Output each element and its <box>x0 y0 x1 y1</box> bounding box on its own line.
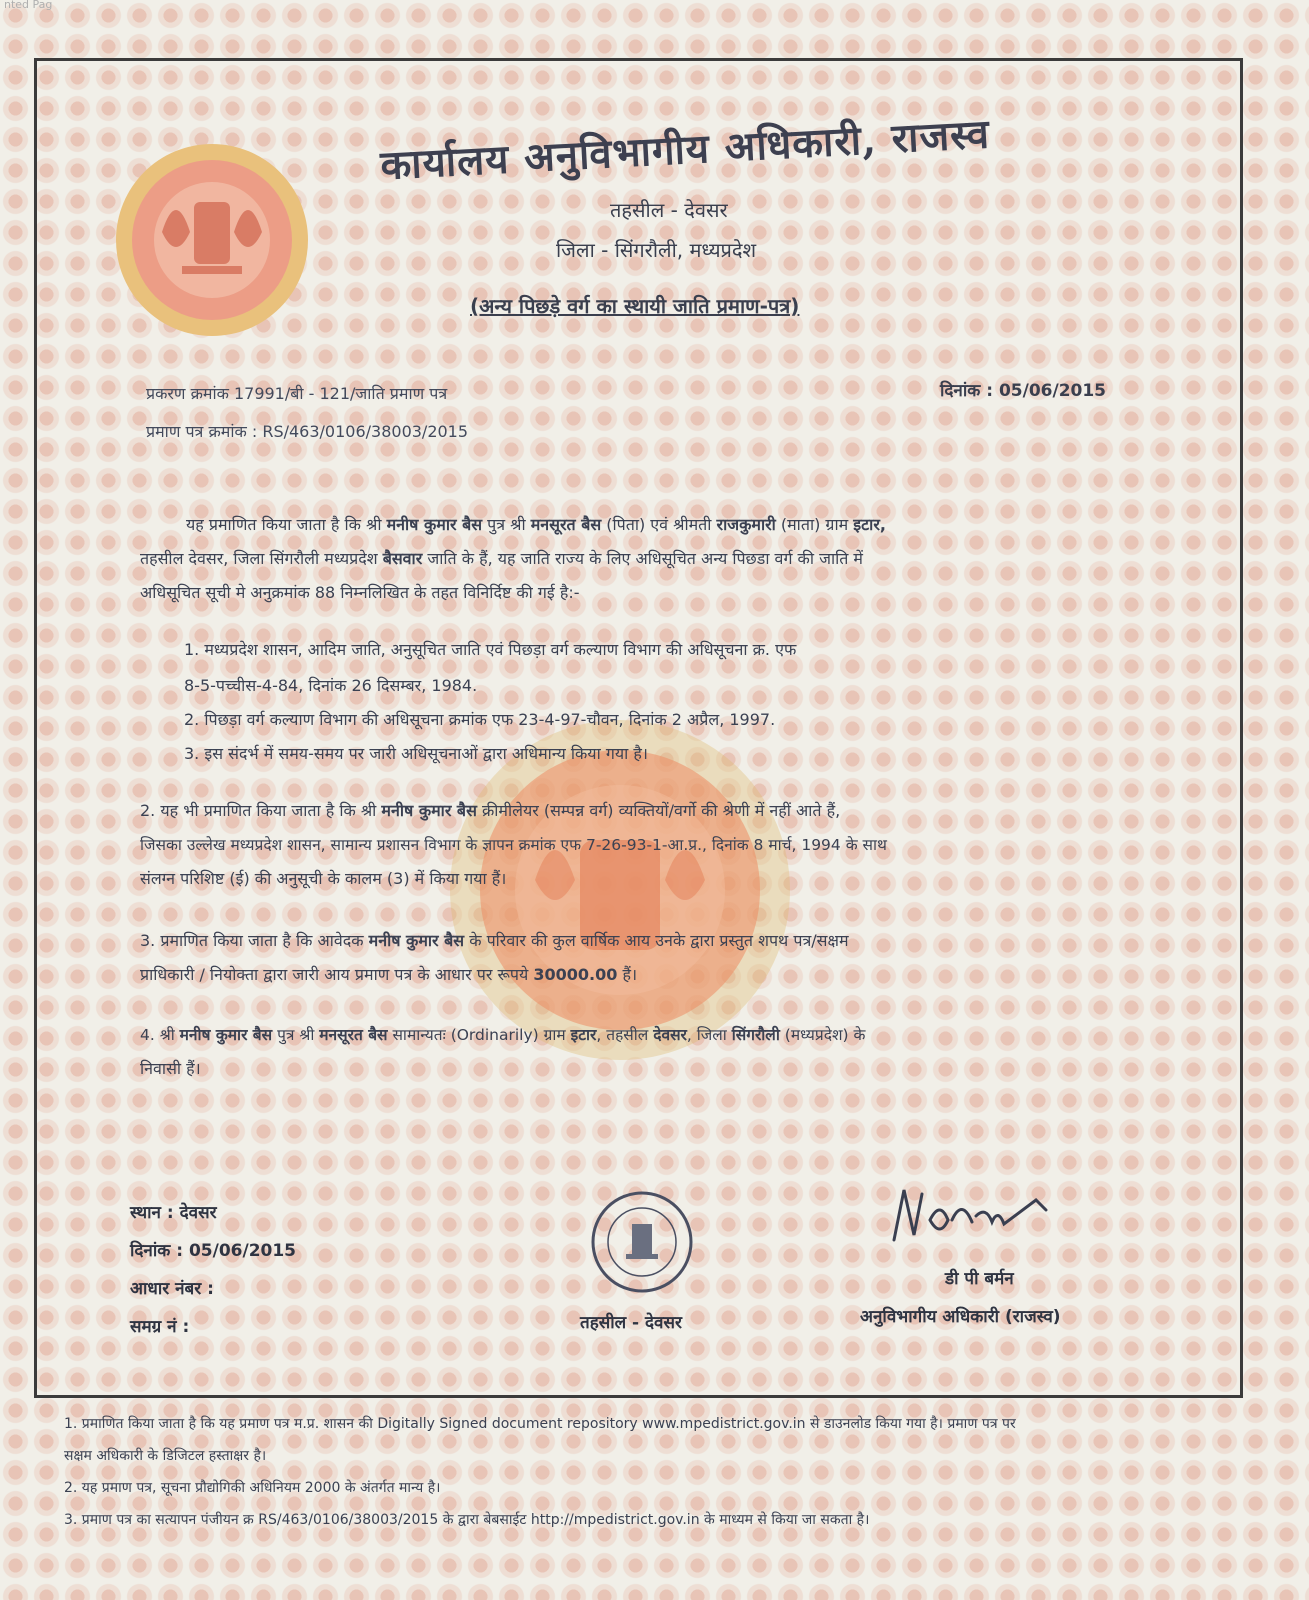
para3-line2: प्राधिकारी / नियोक्ता द्वारा जारी आय प्रमाण पत्र के आधार पर रूपये 30000.00 हैं। <box>140 965 638 984</box>
footer-note-1a: 1. प्रमाणित किया जाता है कि यह प्रमाण पत्र म.प्र. शासन की Digitally Signed document repository www.mpedistrict.gov.in से डाउनलोड किया गया है। प्रमाण पत्र पर <box>64 1416 1016 1432</box>
mp-government-emblem-icon <box>112 140 312 340</box>
case-number: प्रकरण क्रमांक 17991/बी - 121/जाति प्रमाण पत्र <box>146 384 448 403</box>
bottom-date: दिनांक : 05/06/2015 <box>130 1241 297 1261</box>
list-item-1a: 1. मध्यप्रदेश शासन, आदिम जाति, अनुसूचित जाति एवं पिछड़ा वर्ग कल्याण विभाग की अधिसूचना क्र. एफ <box>184 640 797 659</box>
footer-note-3: 3. प्रमाण पत्र का सत्यापन पंजीयन क्र RS/463/0106/38003/2015 के द्वारा बेबसाईट http://mpedistrict.gov.in के माध्यम से किया जा सकता है। <box>64 1512 870 1528</box>
corner-note: nted Pag <box>4 0 53 11</box>
officer-signature-icon <box>886 1180 1066 1250</box>
officer-name: डी पी बर्मन <box>945 1269 1014 1289</box>
para3-line1: 3. प्रमाणित किया जाता है कि आवेदक मनीष कुमार बैस के परिवार की कुल वार्षिक आय उनके द्वारा प्रस्तुत शपथ पत्र/सक्षम <box>140 931 849 950</box>
list-item-3: 3. इस संदर्भ में समय-समय पर जारी अधिसूचनाओं द्वारा अधिमान्य किया गया है। <box>184 744 648 763</box>
para2-line2: जिसका उल्लेख मध्यप्रदेश शासन, सामान्य प्रशासन विभाग के ज्ञापन क्रमांक एफ 7-26-93-1-आ.प्र., दिनांक 8 मार्च, 1994 के साथ <box>140 836 887 854</box>
para4-line1: 4. श्री मनीष कुमार बैस पुत्र श्री मनसूरत बैस सामान्यतः (Ordinarily) ग्राम इटार, तहसील देवसर, जिला सिंगरौली (मध्यप्रदेश) के <box>140 1026 866 1044</box>
footer-note-2: 2. यह प्रमाण पत्र, सूचना प्रौद्योगिकी अधिनियम 2000 के अंतर्गत मान्य है। <box>64 1480 441 1496</box>
list-item-1b: 8-5-पच्चीस-4-84, दिनांक 26 दिसम्बर, 1984. <box>184 676 478 695</box>
seal-label: तहसील - देवसर <box>580 1313 682 1333</box>
place-label: स्थान : देवसर <box>130 1203 217 1223</box>
aadhaar-label: आधार नंबर : <box>130 1279 214 1299</box>
para2-line3: संलग्न परिशिष्ट (ई) की अनुसूची के कालम (3) में किया गया हैं। <box>140 869 507 888</box>
officer-title: अनुविभागीय अधिकारी (राजस्व) <box>860 1307 1061 1327</box>
para1-line2: तहसील देवसर, जिला सिंगरौली मध्यप्रदेश बैसवार जाति के हैं, यह जाति राज्य के लिए अधिसूचित अन्य पिछडा वर्ग की जाति में <box>140 549 864 568</box>
tehsil-line: तहसील - देवसर <box>610 198 728 222</box>
samagra-label: समग्र नं : <box>130 1317 190 1337</box>
para2-line1: 2. यह भी प्रमाणित किया जाता है कि श्री मनीष कुमार बैस क्रीमीलेयर (सम्पन्न वर्ग) व्यक्तियों/वर्गो की श्रेणी में नहीं आते हैं, <box>140 801 841 820</box>
tehsil-seal-icon <box>590 1190 694 1294</box>
para1-line3: अधिसूचित सूची मे अनुक्रमांक 88 निम्नलिखित के तहत विनिर्दिष्ट की गई है:- <box>140 583 580 602</box>
office-title: कार्यालय अनुविभागीय अधिकारी, राजस्व <box>379 110 992 190</box>
issue-date: दिनांक : 05/06/2015 <box>940 381 1107 401</box>
para4-line2: निवासी हैं। <box>140 1059 201 1078</box>
district-line: जिला - सिंगरौली, मध्यप्रदेश <box>556 238 757 262</box>
certificate-number: प्रमाण पत्र क्रमांक : RS/463/0106/38003/2015 <box>146 422 469 441</box>
para1-line1: यह प्रमाणित किया जाता है कि श्री मनीष कुमार बैस पुत्र श्री मनसूरत बैस (पिता) एवं श्रीमती राजकुमारी (माता) ग्राम इटार, <box>186 515 886 534</box>
footer-note-1b: सक्षम अधिकारी के डिजिटल हस्ताक्षर है। <box>64 1448 267 1464</box>
list-item-2: 2. पिछड़ा वर्ग कल्याण विभाग की अधिसूचना क्रमांक एफ 23-4-97-चौवन, दिनांक 2 अप्रैल, 1997. <box>184 710 776 729</box>
certificate-title: (अन्य पिछड़े वर्ग का स्थायी जाति प्रमाण-पत्र) <box>470 294 800 318</box>
